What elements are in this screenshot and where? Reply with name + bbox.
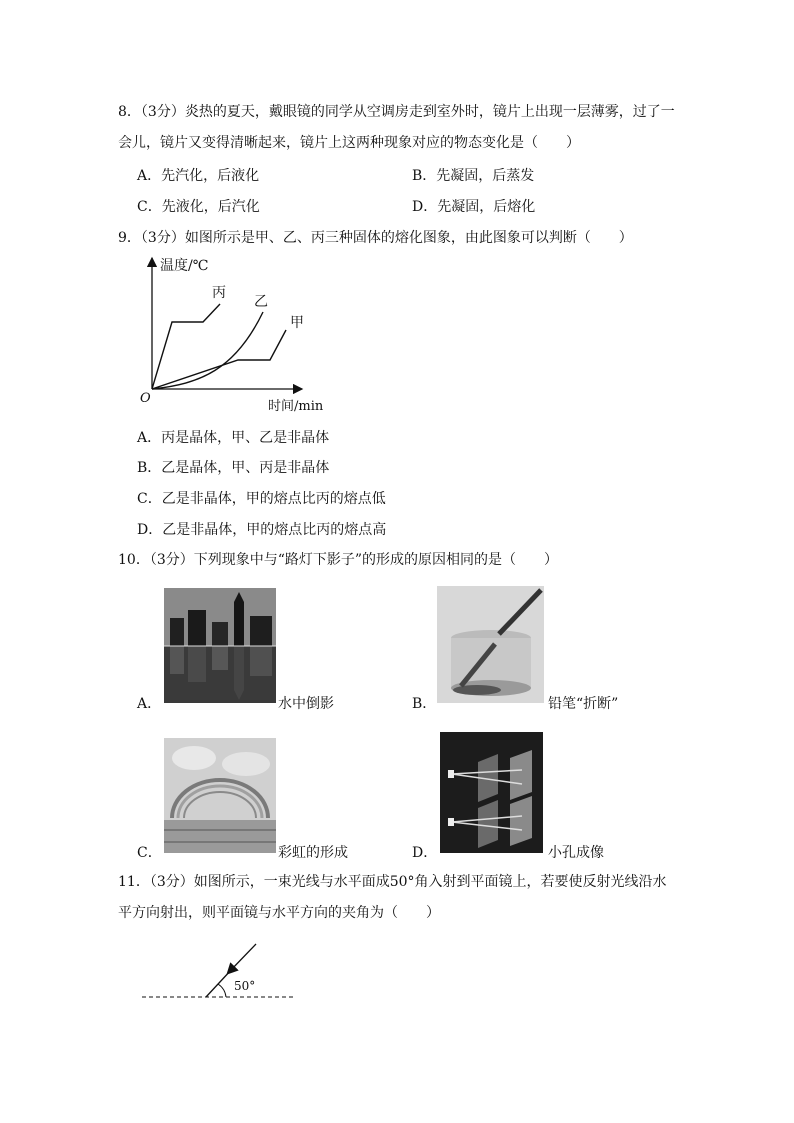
q9-option-a[interactable]: A．丙是晶体，甲、乙是非晶体 xyxy=(137,430,330,446)
incident-ray-arrow xyxy=(230,944,256,971)
curve-label-bing: 丙 xyxy=(212,285,226,301)
q8-stem-line1: 8．（3分）炎热的夏天，戴眼镜的同学从空调房走到室外时，镜片上出现一层薄雾，过了一 xyxy=(118,104,675,120)
q11-stem-line2: 平方向射出，则平面镜与水平方向的夹角为（ ） xyxy=(118,905,440,921)
x-axis-label: 时间/min xyxy=(268,399,324,414)
origin-label: O xyxy=(140,391,151,406)
q10-option-a-caption: 水中倒影 xyxy=(278,696,334,712)
q9-option-c[interactable]: C．乙是非晶体，甲的熔点比丙的熔点低 xyxy=(137,491,386,507)
q9-stem-line1: 9．（3分）如图所示是甲、乙、丙三种固体的熔化图象，由此图象可以判断（ ） xyxy=(118,230,633,246)
q8-option-b[interactable]: B．先凝固，后蒸发 xyxy=(412,168,535,184)
curve-label-jia: 甲 xyxy=(290,315,304,331)
q10-option-b-caption: 铅笔“折断” xyxy=(548,696,619,712)
q10-stem-line1: 10．（3分）下列现象中与“路灯下影子”的形成的原因相同的是（ ） xyxy=(118,552,559,568)
q10-option-c-letter[interactable]: C． xyxy=(137,845,162,861)
curve-bing xyxy=(152,304,220,389)
q10-option-d-caption: 小孔成像 xyxy=(548,845,604,861)
curve-jia xyxy=(152,330,286,389)
q8-option-a[interactable]: A．先汽化，后液化 xyxy=(137,168,260,184)
q9-option-b[interactable]: B．乙是晶体，甲、丙是非晶体 xyxy=(137,460,330,476)
q8-option-c[interactable]: C．先液化，后汽化 xyxy=(137,199,260,215)
reflection-photo xyxy=(164,588,276,703)
q10-option-d-letter[interactable]: D． xyxy=(412,845,438,861)
y-axis-label: 温度/℃ xyxy=(160,258,209,274)
pencil-refraction-photo xyxy=(437,586,544,703)
melting-graph xyxy=(130,252,340,417)
angle-label: 50° xyxy=(234,979,256,993)
pinhole-imaging-photo xyxy=(440,732,543,853)
angle-arc xyxy=(218,984,226,997)
q9-option-d[interactable]: D．乙是非晶体，甲的熔点比丙的熔点高 xyxy=(137,522,387,538)
q11-stem-line1: 11．（3分）如图所示，一束光线与水平面成50°角入射到平面镜上，若要使反射光线沿水 xyxy=(118,874,667,890)
incident-light-diagram xyxy=(136,940,306,1006)
q8-option-d[interactable]: D．先凝固，后熔化 xyxy=(412,199,536,215)
incident-ray xyxy=(206,969,232,997)
q10-option-a-letter[interactable]: A． xyxy=(137,696,162,712)
q10-option-b-letter[interactable]: B． xyxy=(412,696,437,712)
q10-option-c-caption: 彩虹的形成 xyxy=(278,845,348,861)
rainbow-photo xyxy=(164,738,276,853)
q8-stem-line2: 会儿，镜片又变得清晰起来，镜片上这两种现象对应的物态变化是（ ） xyxy=(118,135,580,151)
curve-yi xyxy=(152,312,263,389)
curve-label-yi: 乙 xyxy=(254,294,268,310)
